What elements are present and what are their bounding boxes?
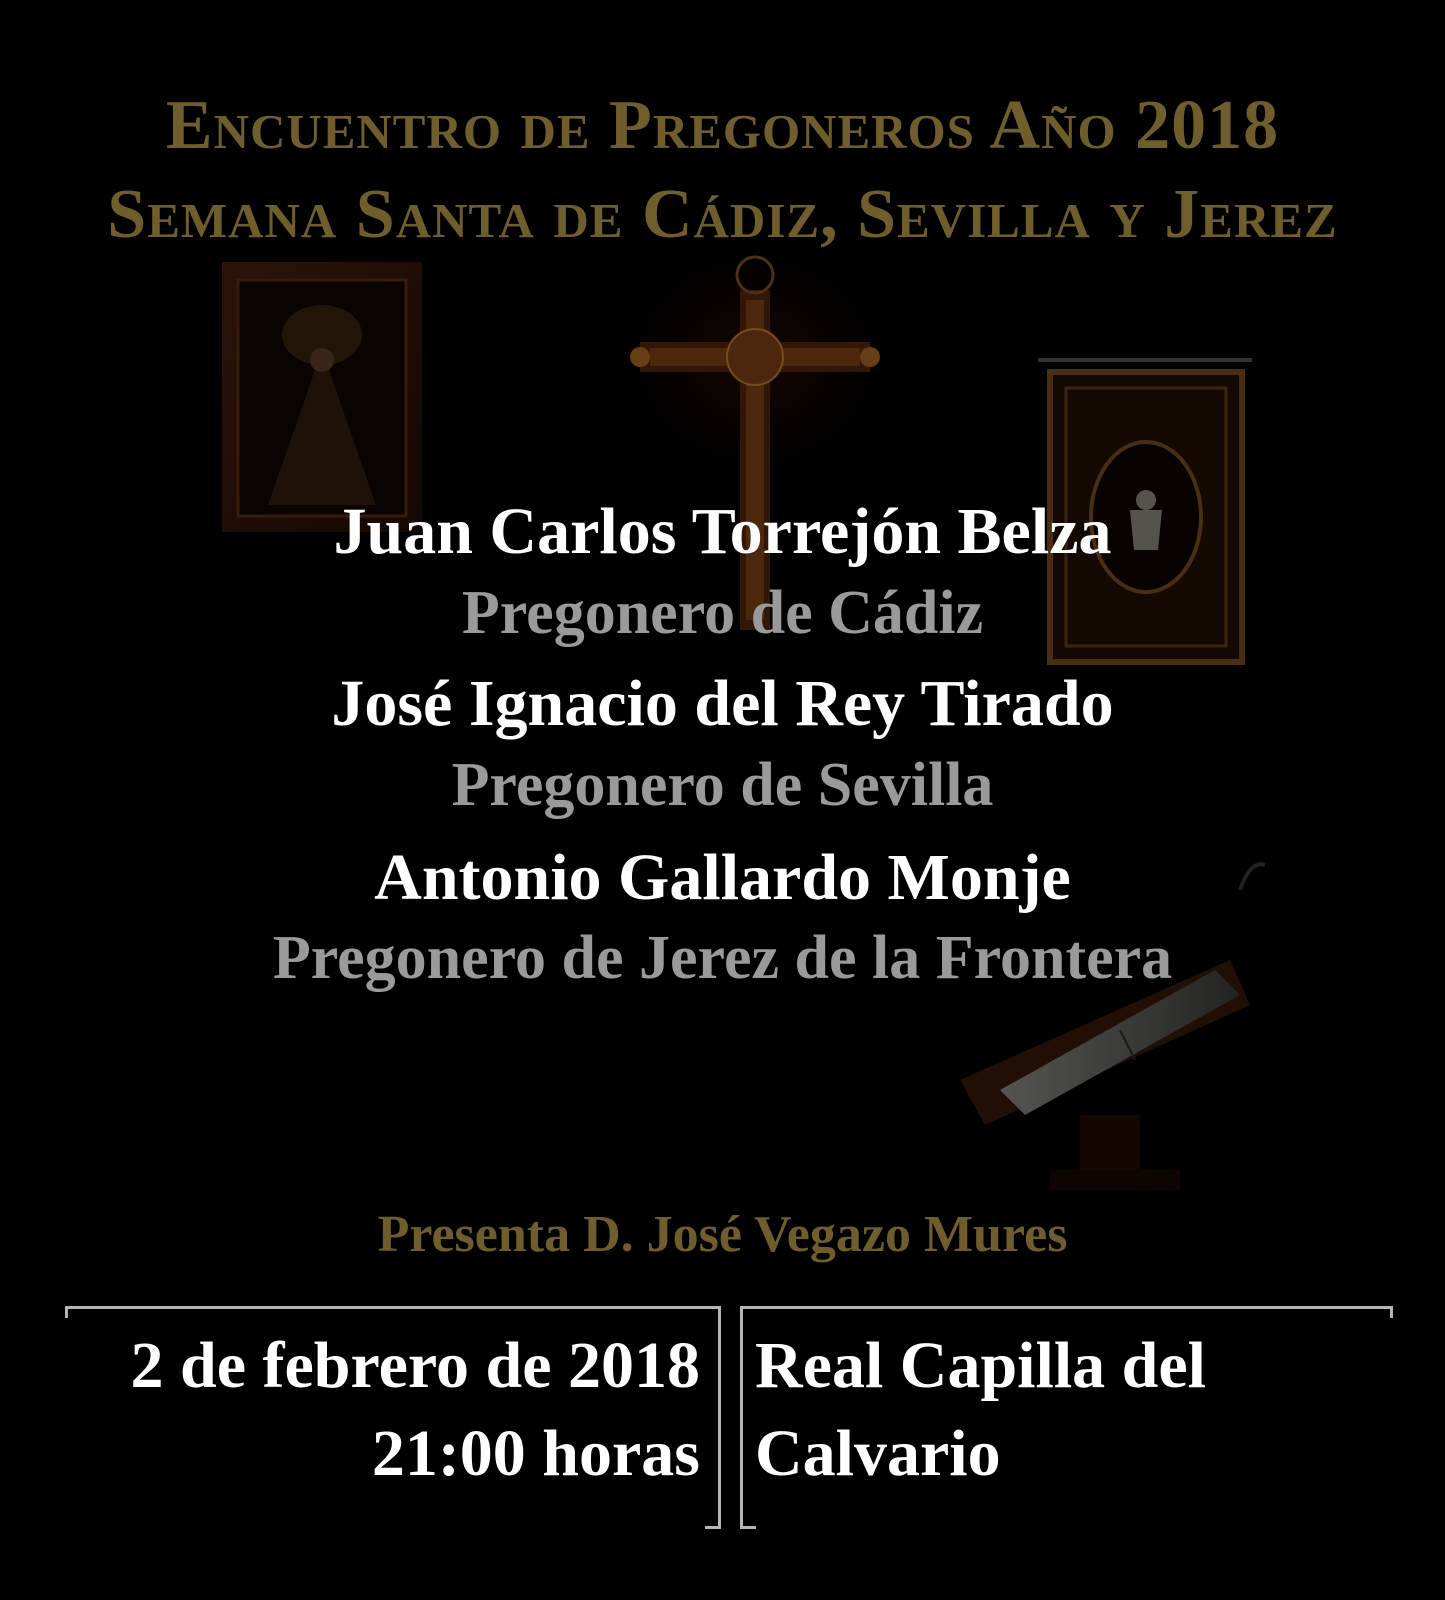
- speaker-name: Juan Carlos Torrejón Belza: [333, 495, 1112, 568]
- speaker-role: Pregonero de Sevilla: [451, 751, 994, 819]
- event-date: 2 de febrero de 2018: [130, 1329, 700, 1402]
- speaker-name: Antonio Gallardo Monje: [374, 841, 1071, 914]
- poster-title-line-1: Encuentro de Pregoneros Año 2018: [165, 87, 1280, 164]
- speaker-role: Pregonero de Jerez de la Frontera: [272, 924, 1173, 992]
- event-time: 21:00 horas: [371, 1417, 700, 1490]
- presenter-line: Presenta D. José Vegazo Mures: [377, 1206, 1068, 1263]
- poster-title-line-2: Semana Santa de Cádiz, Sevilla y Jerez: [107, 176, 1338, 253]
- event-date-block: [60, 1322, 700, 1498]
- speaker-role: Pregonero de Cádiz: [461, 579, 984, 647]
- event-place-block: [755, 1322, 1395, 1498]
- framed-painting-icon: [222, 262, 422, 532]
- speaker-name: José Ignacio del Rey Tirado: [331, 667, 1114, 740]
- event-place-line-2: Calvario: [755, 1417, 1001, 1490]
- event-place-line-1: Real Capilla del: [755, 1329, 1207, 1402]
